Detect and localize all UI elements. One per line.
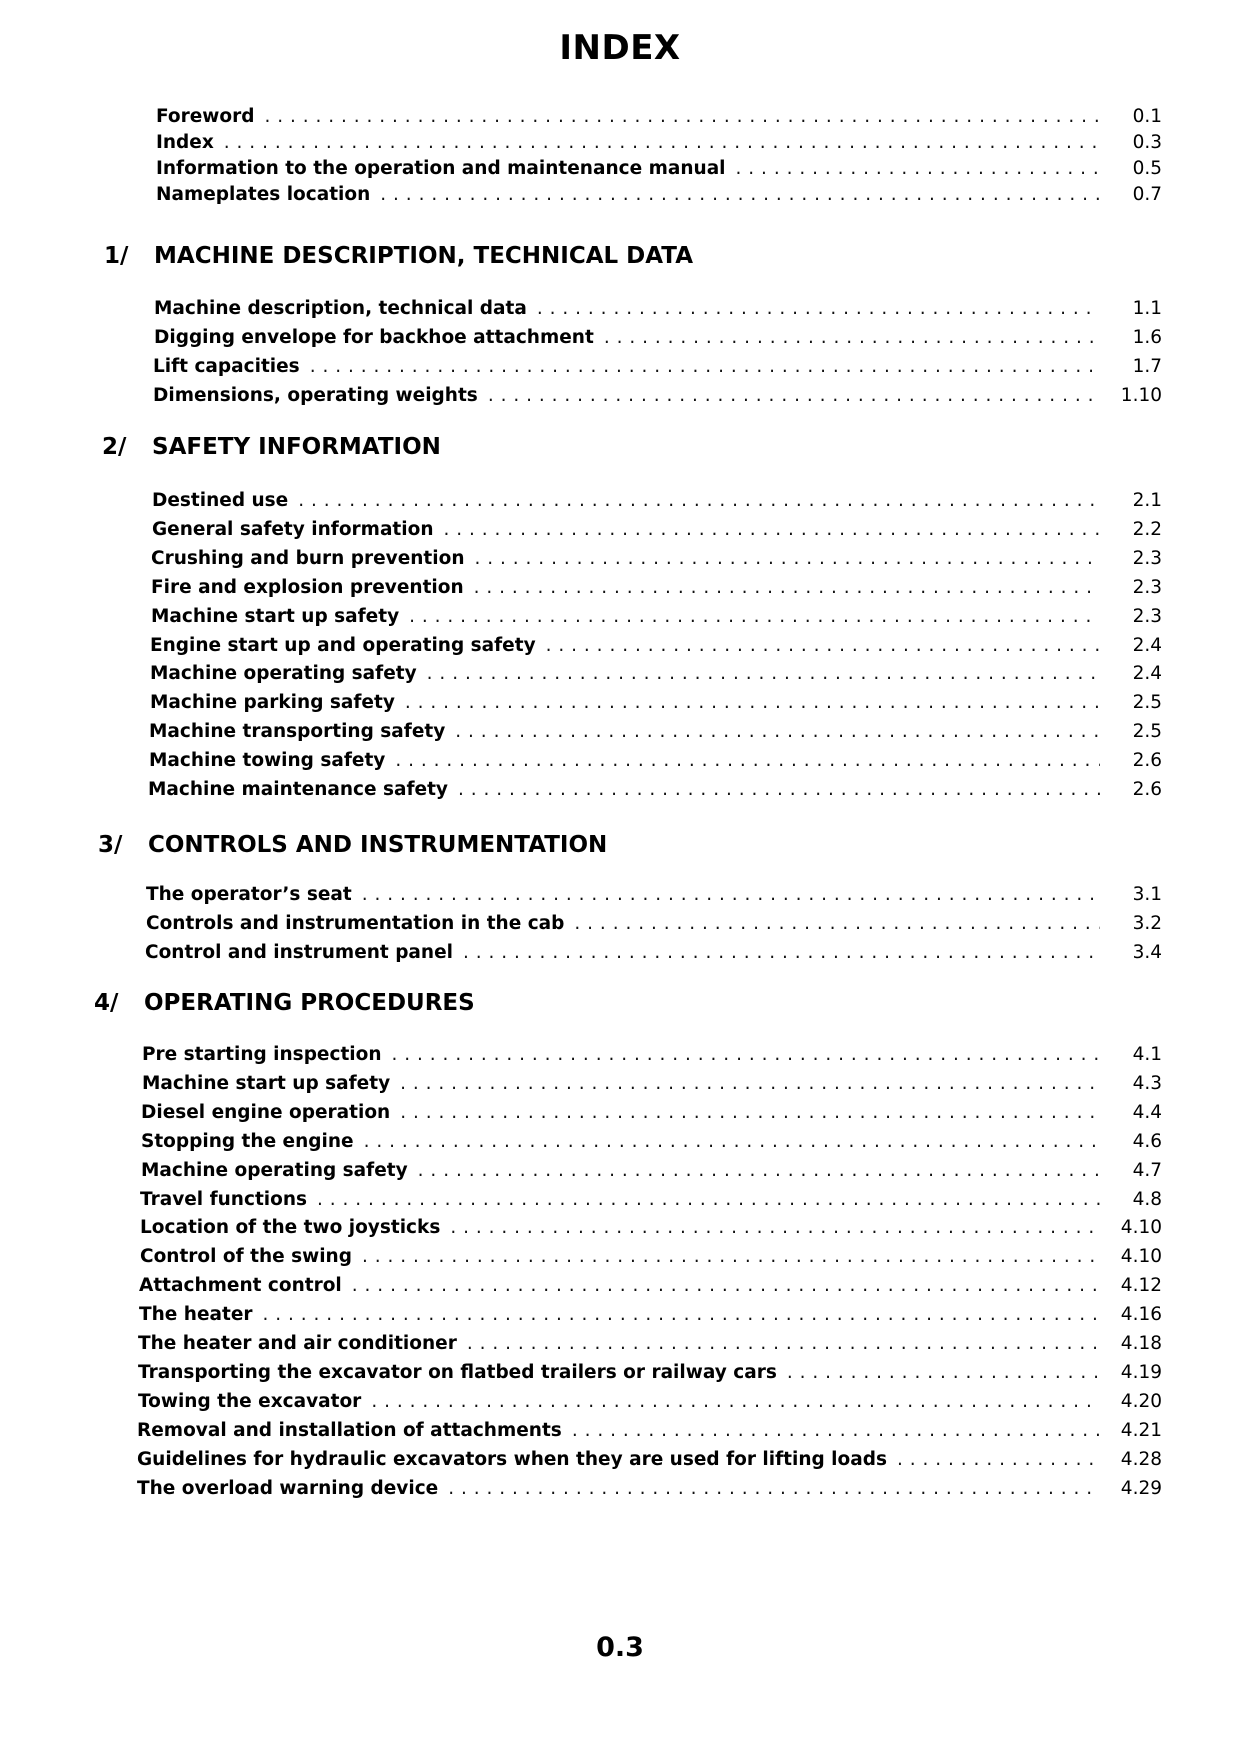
section-title: MACHINE DESCRIPTION, TECHNICAL DATA <box>154 243 693 269</box>
dot-leader <box>317 1187 1100 1213</box>
toc-entry <box>141 1100 1162 1126</box>
dot-leader <box>604 325 1100 351</box>
dot-leader <box>458 777 1100 803</box>
section-heading <box>104 243 693 269</box>
toc-entry-label: Machine operating safety <box>150 663 417 685</box>
toc-entry-label: Lift capacities <box>153 355 300 377</box>
dot-leader <box>427 661 1100 687</box>
toc-entry-label: Crushing and burn prevention <box>151 547 465 569</box>
toc-entry-label: Machine maintenance safety <box>148 779 448 800</box>
toc-entry <box>149 719 1162 745</box>
toc-entry-page: 2.5 <box>1132 721 1162 743</box>
toc-entry-label: Fire and explosion prevention <box>151 576 464 598</box>
dot-leader <box>380 182 1100 208</box>
dot-leader <box>352 1273 1100 1299</box>
toc-entry-label: The operator’s seat <box>146 884 352 905</box>
toc-entry-label: Engine start up and operating safety <box>150 634 536 656</box>
toc-entry-page: 4.18 <box>1120 1333 1162 1354</box>
toc-entry-page: 4.6 <box>1132 1130 1162 1152</box>
toc-entry <box>150 661 1162 687</box>
toc-entry-page: 0.1 <box>1132 106 1162 127</box>
toc-entry <box>156 156 1162 182</box>
toc-entry-label: Location of the two joysticks <box>140 1217 441 1239</box>
dot-leader <box>298 488 1100 514</box>
toc-entry-page: 4.7 <box>1132 1159 1162 1181</box>
toc-entry-label: Attachment control <box>139 1275 342 1297</box>
dot-leader <box>455 719 1100 745</box>
dot-leader <box>474 575 1100 601</box>
toc-entry <box>156 182 1162 208</box>
dot-leader <box>263 1302 1101 1328</box>
toc-entry-label: Machine start up safety <box>142 1072 391 1094</box>
section-title: OPERATING PROCEDURES <box>144 990 475 1016</box>
dot-leader <box>463 940 1100 966</box>
dot-leader <box>400 1071 1100 1097</box>
toc-entry-label: The heater and air conditioner <box>138 1333 457 1354</box>
toc-entry-label: Digging envelope for backhoe attachment <box>154 326 594 348</box>
toc-entry-page: 4.8 <box>1132 1188 1162 1210</box>
toc-entry <box>153 354 1162 380</box>
toc-entry <box>154 325 1162 351</box>
section-title: CONTROLS AND INSTRUMENTATION <box>148 832 608 858</box>
toc-entry-page: 2.3 <box>1132 547 1162 569</box>
dot-leader <box>392 1042 1100 1068</box>
toc-entry-page: 4.12 <box>1120 1275 1162 1297</box>
dot-leader <box>572 1418 1100 1444</box>
toc-entry-label: Control and instrument panel <box>145 941 453 963</box>
toc-entry-page: 2.4 <box>1132 663 1162 685</box>
toc-entry <box>151 575 1162 601</box>
toc-entry-page: 4.10 <box>1120 1217 1162 1239</box>
toc-entry <box>142 1071 1162 1097</box>
toc-entry-label: Dimensions, operating weights <box>153 384 478 406</box>
toc-entry <box>153 383 1162 409</box>
dot-leader <box>371 1389 1100 1415</box>
toc-entry <box>140 1187 1162 1213</box>
toc-entry-page: 4.19 <box>1120 1361 1162 1383</box>
toc-entry-page: 4.3 <box>1132 1072 1162 1094</box>
toc-entry-label: General safety information <box>152 518 434 540</box>
dot-leader <box>488 383 1100 409</box>
toc-entry <box>146 882 1162 908</box>
dot-leader <box>537 296 1100 322</box>
toc-entry <box>140 1215 1162 1241</box>
toc-entry-page: 2.3 <box>1132 576 1162 598</box>
toc-entry <box>138 1389 1162 1415</box>
toc-entry-label: Transporting the excavator on flatbed trailers or railway cars <box>138 1361 777 1383</box>
dot-leader <box>418 1158 1100 1184</box>
dot-leader <box>264 104 1100 130</box>
page-number: 0.3 <box>596 1632 644 1663</box>
toc-entry-page: 4.16 <box>1120 1304 1162 1326</box>
section-number: 1/ <box>104 243 129 269</box>
section-number: 2/ <box>102 434 127 460</box>
toc-entry-page: 0.5 <box>1132 158 1162 179</box>
dot-leader <box>736 156 1100 182</box>
dot-leader <box>546 633 1100 659</box>
dot-leader <box>224 130 1100 156</box>
toc-entry <box>154 296 1162 322</box>
toc-entry <box>151 604 1162 630</box>
toc-entry-label: Nameplates location <box>156 184 371 205</box>
toc-entry-label: The overload warning device <box>137 1477 439 1499</box>
dot-leader <box>310 354 1100 380</box>
toc-entry-page: 1.10 <box>1120 384 1162 406</box>
toc-entry-page: 2.6 <box>1132 779 1162 800</box>
toc-entry-label: Destined use <box>152 490 289 511</box>
toc-entry-label: Guidelines for hydraulic excavators when they are used for lifting loads <box>137 1448 887 1470</box>
toc-entry <box>148 777 1162 803</box>
toc-entry <box>152 517 1162 543</box>
toc-entry-page: 2.5 <box>1132 692 1162 714</box>
section-heading <box>102 434 441 460</box>
toc-entry <box>150 690 1162 716</box>
toc-entry-page: 2.4 <box>1132 634 1162 656</box>
dot-leader <box>405 690 1100 716</box>
toc-entry <box>140 1244 1162 1270</box>
section-heading <box>98 832 607 858</box>
toc-entry-page: 4.29 <box>1120 1477 1162 1499</box>
toc-entry <box>156 130 1162 156</box>
toc-entry-page: 2.3 <box>1132 605 1162 627</box>
toc-entry <box>141 1129 1162 1155</box>
toc-entry-label: Pre starting inspection <box>142 1044 382 1065</box>
toc-entry <box>137 1418 1162 1444</box>
toc-entry-label: Diesel engine operation <box>141 1101 391 1123</box>
dot-leader <box>467 1331 1100 1357</box>
dot-leader <box>574 911 1100 937</box>
toc-entry-page: 1.1 <box>1132 298 1162 319</box>
toc-entry-page: 2.1 <box>1132 490 1162 511</box>
toc-entry <box>142 1042 1162 1068</box>
toc-entry <box>156 104 1162 130</box>
toc-entry <box>137 1476 1162 1502</box>
toc-entry <box>146 911 1162 937</box>
section-number: 3/ <box>98 832 123 858</box>
dot-leader <box>444 517 1101 543</box>
toc-entry-page: 2.6 <box>1132 750 1162 772</box>
dot-leader <box>475 546 1101 572</box>
toc-entry-page: 4.21 <box>1120 1419 1162 1441</box>
toc-entry-page: 4.28 <box>1120 1448 1162 1470</box>
toc-entry-page: 3.1 <box>1132 884 1162 905</box>
toc-entry <box>137 1447 1162 1473</box>
toc-entry-label: Controls and instrumentation in the cab <box>146 912 565 934</box>
dot-leader <box>395 748 1100 774</box>
section-heading <box>94 990 475 1016</box>
dot-leader <box>897 1447 1100 1473</box>
toc-entry-label: Foreword <box>156 106 255 127</box>
toc-entry <box>149 748 1162 774</box>
toc-entry-page: 0.7 <box>1132 184 1162 205</box>
dot-leader <box>448 1476 1100 1502</box>
toc-entry-label: Machine start up safety <box>151 605 400 627</box>
toc-entry <box>150 633 1162 659</box>
toc-entry-page: 2.2 <box>1132 518 1162 540</box>
toc-entry <box>152 488 1162 514</box>
section-number: 4/ <box>94 990 119 1016</box>
toc-entry-page: 4.10 <box>1120 1246 1162 1268</box>
toc-entry <box>139 1273 1162 1299</box>
toc-entry-label: Control of the swing <box>140 1246 352 1268</box>
toc-entry-label: The heater <box>139 1304 253 1326</box>
toc-entry-label: Machine towing safety <box>149 750 386 772</box>
dot-leader <box>362 1244 1100 1270</box>
toc-entry <box>138 1331 1162 1357</box>
dot-leader <box>400 1100 1100 1126</box>
toc-entry <box>141 1158 1162 1184</box>
toc-entry-label: Machine parking safety <box>150 692 395 714</box>
toc-entry-page: 3.2 <box>1132 912 1162 934</box>
toc-entry <box>139 1302 1162 1328</box>
toc-entry-label: Towing the excavator <box>138 1390 362 1412</box>
toc-entry-page: 4.1 <box>1132 1044 1162 1065</box>
toc-entry-label: Machine operating safety <box>141 1159 408 1181</box>
toc-entry <box>138 1360 1162 1386</box>
toc-entry-label: Travel functions <box>140 1188 308 1210</box>
page-title: INDEX <box>559 28 681 68</box>
toc-entry-label: Removal and installation of attachments <box>137 1419 562 1441</box>
toc-entry-page: 3.4 <box>1132 941 1162 963</box>
dot-leader <box>787 1360 1100 1386</box>
toc-entry-label: Information to the operation and maintenance manual <box>156 158 726 179</box>
dot-leader <box>409 604 1100 630</box>
toc-entry-label: Index <box>156 132 214 153</box>
dot-leader <box>362 882 1100 908</box>
dot-leader <box>450 1215 1100 1241</box>
toc-entry-page: 4.20 <box>1120 1390 1162 1412</box>
toc-entry-page: 1.6 <box>1132 326 1162 348</box>
toc-entry-label: Machine transporting safety <box>149 721 446 743</box>
toc-entry-page: 0.3 <box>1132 132 1162 153</box>
toc-entry-page: 4.4 <box>1132 1101 1162 1123</box>
toc-entry <box>145 940 1162 966</box>
toc-entry-label: Stopping the engine <box>141 1130 354 1152</box>
dot-leader <box>364 1129 1100 1155</box>
toc-entry-page: 1.7 <box>1132 355 1162 377</box>
section-title: SAFETY INFORMATION <box>152 434 441 460</box>
toc-entry <box>151 546 1162 572</box>
toc-entry-label: Machine description, technical data <box>154 298 527 319</box>
